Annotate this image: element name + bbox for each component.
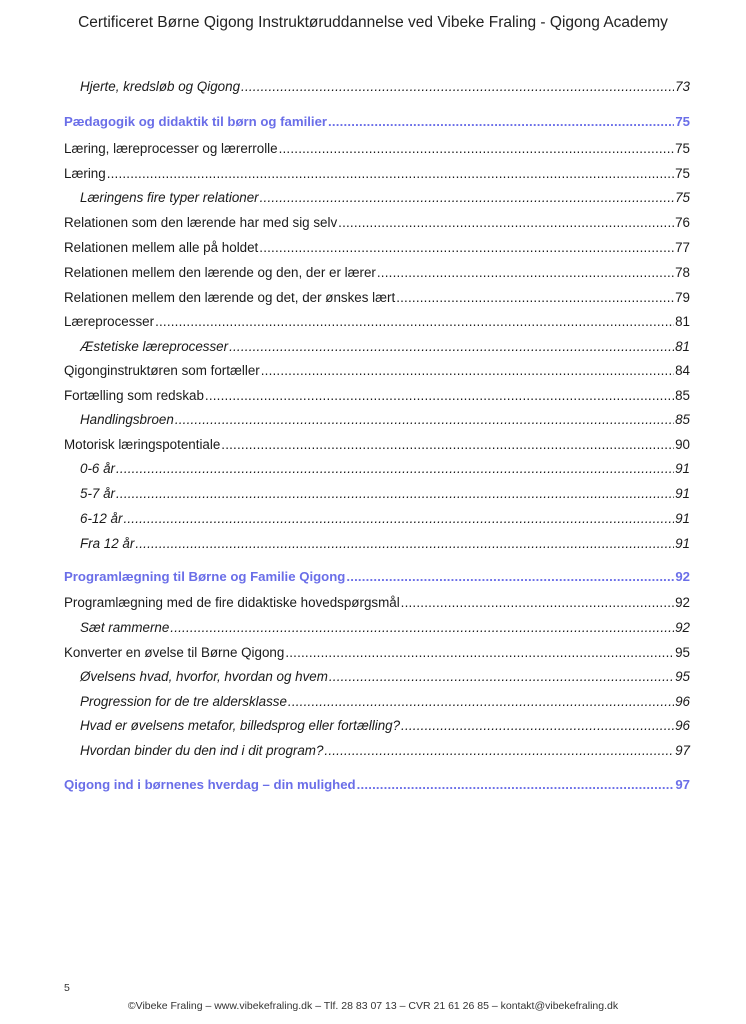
toc-entry[interactable]	[64, 164, 690, 184]
toc-entry-title: Hvordan binder du den ind i dit program?	[80, 743, 324, 758]
toc-entry-page: 85	[675, 412, 690, 427]
toc-entry[interactable]	[64, 593, 690, 613]
toc-entry[interactable]	[80, 484, 690, 504]
toc-entry-page: 79	[675, 290, 690, 305]
toc-entry-page: 91	[675, 536, 690, 551]
toc-entry-title: Hvad er øvelsens metafor, billedsprog eller fortælling?	[80, 718, 401, 733]
toc-entry-page: 96	[675, 718, 690, 733]
toc-entry-page: 73	[675, 79, 690, 94]
dot-leader	[175, 410, 674, 430]
toc-entry-title: Progression for de tre aldersklasse	[80, 694, 287, 709]
toc-entry[interactable]	[80, 410, 690, 430]
dot-leader	[401, 716, 674, 736]
toc-entry[interactable]	[80, 741, 690, 761]
dot-leader	[170, 618, 674, 638]
dot-leader	[116, 484, 674, 504]
dot-leader	[135, 534, 674, 554]
toc-entry-page: 76	[675, 215, 690, 230]
toc-chapter-page: 97	[675, 777, 690, 792]
toc-entry-title: Motorisk læringspotentiale	[64, 437, 221, 452]
toc-entry[interactable]	[64, 361, 690, 381]
toc-entry[interactable]	[80, 77, 690, 97]
toc-entry[interactable]	[80, 459, 690, 479]
toc-entry-title: 6-12 år	[80, 511, 123, 526]
toc-entry-title: Programlægning med de fire didaktiske hovedspørgsmål	[64, 595, 400, 610]
toc-chapter[interactable]	[64, 567, 690, 587]
dot-leader	[329, 667, 674, 687]
toc-entry[interactable]	[64, 263, 690, 283]
toc-chapter-page: 92	[675, 569, 690, 584]
toc-entry-title: 5-7 år	[80, 486, 115, 501]
toc-entry-page: 84	[675, 363, 690, 378]
dot-leader	[357, 775, 675, 795]
toc-chapter-title: Pædagogik og didaktik til børn og familier	[64, 114, 328, 129]
toc-entry-title: Relationen mellem alle på holdet	[64, 240, 259, 255]
dot-leader	[396, 288, 674, 308]
toc-entry-page: 92	[675, 620, 690, 635]
toc-entry-page: 81	[675, 314, 690, 329]
toc-entry[interactable]	[64, 139, 690, 159]
dot-leader	[401, 593, 674, 613]
toc-entry-page: 96	[675, 694, 690, 709]
toc-entry[interactable]	[64, 288, 690, 308]
toc-entry-page: 77	[675, 240, 690, 255]
toc-entry-page: 75	[675, 166, 690, 181]
toc-entry-page: 90	[675, 437, 690, 452]
toc-entry-page: 81	[675, 339, 690, 354]
dot-leader	[261, 361, 674, 381]
toc-entry[interactable]	[80, 667, 690, 687]
toc-entry[interactable]	[64, 643, 690, 663]
toc-chapter[interactable]	[64, 775, 690, 795]
page-header: Certificeret Børne Qigong Instruktøruddannelse ved Vibeke Fraling - Qigong Academy	[78, 14, 668, 31]
dot-leader	[107, 164, 674, 184]
dot-leader	[328, 112, 674, 132]
toc-entry[interactable]	[64, 238, 690, 258]
toc-entry-page: 91	[675, 486, 690, 501]
toc-entry-title: Læring, læreprocesser og lærerrolle	[64, 141, 278, 156]
toc-entry[interactable]	[64, 312, 690, 332]
toc-entry-title: Sæt rammerne	[80, 620, 170, 635]
toc-chapter-title: Programlægning til Børne og Familie Qigong	[64, 569, 346, 584]
toc-entry-title: Fortælling som redskab	[64, 388, 204, 403]
toc-entry[interactable]	[80, 509, 690, 529]
toc-entry-title: Æstetiske læreprocesser	[80, 339, 229, 354]
toc-entry-title: Læreprocesser	[64, 314, 155, 329]
dot-leader	[288, 692, 674, 712]
dot-leader	[155, 312, 674, 332]
toc-entry-page: 95	[675, 669, 690, 684]
dot-leader	[221, 435, 674, 455]
dot-leader	[324, 741, 674, 761]
toc-entry[interactable]	[64, 435, 690, 455]
toc-entry-page: 85	[675, 388, 690, 403]
toc-entry-title: Læring	[64, 166, 106, 181]
dot-leader	[285, 643, 674, 663]
toc-entry-title: Qigonginstruktøren som fortæller	[64, 363, 260, 378]
toc-entry-title: Relationen mellem den lærende og det, der ønskes lært	[64, 290, 396, 305]
toc-entry[interactable]	[80, 337, 690, 357]
dot-leader	[377, 263, 674, 283]
toc-chapter-title: Qigong ind i børnenes hverdag – din mulighed	[64, 777, 356, 792]
dot-leader	[205, 386, 674, 406]
toc-entry-page: 78	[675, 265, 690, 280]
toc-entry[interactable]	[80, 188, 690, 208]
toc-chapter[interactable]	[64, 112, 690, 132]
page-number: 5	[64, 982, 70, 994]
dot-leader	[229, 337, 674, 357]
toc-chapter-page: 75	[675, 114, 690, 129]
toc-entry[interactable]	[64, 213, 690, 233]
toc-entry-title: Konverter en øvelse til Børne Qigong	[64, 645, 285, 660]
dot-leader	[241, 77, 674, 97]
toc-entry[interactable]	[80, 716, 690, 736]
toc-entry-page: 97	[675, 743, 690, 758]
toc-entry[interactable]	[80, 692, 690, 712]
toc-entry[interactable]	[80, 618, 690, 638]
page-footer: ©Vibeke Fraling – www.vibekefraling.dk – Tlf. 28 83 07 13 – CVR 21 61 26 85 – kontakt@vibekefraling.dk	[127, 1000, 619, 1012]
toc-entry-title: Handlingsbroen	[80, 412, 174, 427]
toc-entry-page: 95	[675, 645, 690, 660]
toc-entry-title: Relationen mellem den lærende og den, der er lærer	[64, 265, 376, 280]
dot-leader	[259, 238, 674, 258]
toc-entry-page: 75	[675, 141, 690, 156]
dot-leader	[338, 213, 674, 233]
toc-entry-title: 0-6 år	[80, 461, 115, 476]
dot-leader	[260, 188, 674, 208]
toc-entry-page: 91	[675, 461, 690, 476]
toc-entry-page: 92	[675, 595, 690, 610]
toc-entry[interactable]	[64, 386, 690, 406]
toc-entry-title: Øvelsens hvad, hvorfor, hvordan og hvem	[80, 669, 328, 684]
toc-entry-page: 91	[675, 511, 690, 526]
toc-entry[interactable]	[80, 534, 690, 554]
dot-leader	[346, 567, 674, 587]
toc-entry-title: Fra 12 år	[80, 536, 135, 551]
dot-leader	[116, 459, 674, 479]
dot-leader	[123, 509, 674, 529]
toc-entry-title: Relationen som den lærende har med sig selv	[64, 215, 338, 230]
toc-entry-title: Hjerte, kredsløb og Qigong	[80, 79, 241, 94]
toc-entry-title: Læringens fire typer relationer	[80, 190, 259, 205]
toc-entry-page: 75	[675, 190, 690, 205]
dot-leader	[279, 139, 675, 159]
